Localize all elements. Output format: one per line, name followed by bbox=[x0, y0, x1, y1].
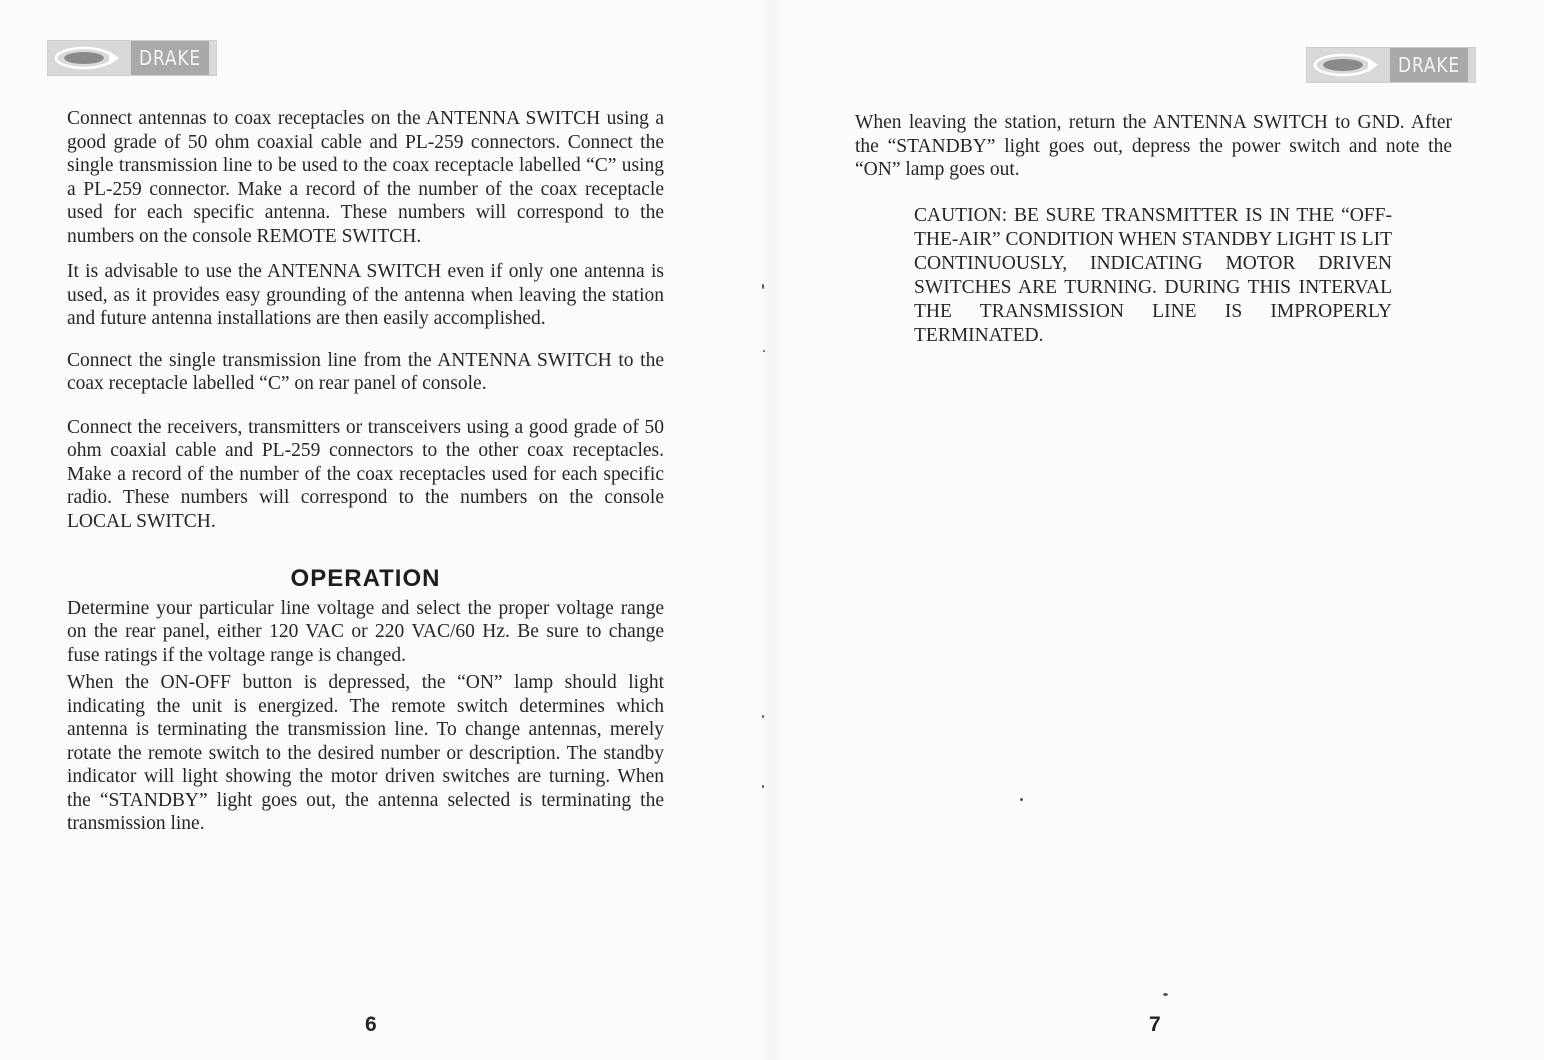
scan-speck bbox=[762, 715, 764, 718]
caution-notice: CAUTION: BE SURE TRANSMITTER IS IN THE “OFF-THE-AIR” CONDITION WHEN STANDBY LIGHT IS LIT CONTINUOUSLY, INDICATING MOTOR DRIVEN SWITCHES ARE TURNING. DURING THIS INTERVAL THE TRANSMISSION LINE IS IMPROPERLY TERMINATED. bbox=[914, 204, 1392, 346]
drake-logo-right bbox=[1306, 47, 1476, 83]
paragraph-single-line: Connect the single transmission line from the ANTENNA SWITCH to the coax receptacle labelled “C” on rear panel of console. bbox=[67, 349, 664, 394]
page-gutter bbox=[760, 0, 784, 1060]
scan-speck bbox=[763, 350, 765, 352]
drake-emblem-icon bbox=[48, 41, 124, 75]
paragraph-connect-antennas: Connect antennas to coax receptacles on the ANTENNA SWITCH using a good grade of 50 ohm coaxial cable and PL-259 connectors. Connect the single transmission line to be used to the coax receptacle labelled “C” using a PL-259 connector. Make a record of the number of the coax receptacle used for each specific antenna. These numbers will correspond to the numbers on the console REMOTE SWITCH. bbox=[67, 108, 664, 247]
section-heading-operation: OPERATION bbox=[290, 565, 441, 592]
drake-wordmark: DRAKE bbox=[131, 41, 209, 75]
drake-logo-left bbox=[47, 40, 217, 76]
scan-speck bbox=[762, 284, 764, 289]
page-number-left: 6 bbox=[365, 1013, 377, 1036]
paragraph-leaving-station: When leaving the station, return the ANTENNA SWITCH to GND. After the “STANDBY” light goes out, depress the power switch and note the “ON” lamp goes out. bbox=[855, 112, 1452, 180]
scan-speck bbox=[1020, 798, 1023, 801]
paragraph-connect-receivers: Connect the receivers, transmitters or transceivers using a good grade of 50 ohm coaxial cable and PL-259 connectors to the other coax receptacles. Make a record of the number of the coax receptacles used for each specific radio. These numbers will correspond to the numbers on the console LOCAL SWITCH. bbox=[67, 416, 664, 532]
drake-wordmark: DRAKE bbox=[1390, 48, 1468, 82]
paragraph-line-voltage: Determine your particular line voltage and select the proper voltage range on the rear panel, either 120 VAC or 220 VAC/60 Hz. Be sure to change fuse ratings if the voltage range is changed. bbox=[67, 597, 664, 666]
paragraph-on-off: When the ON-OFF button is depressed, the “ON” lamp should light indicating the unit is energized. The remote switch determines which antenna is terminating the transmission line. To change antennas, merely rotate the remote switch to the desired number or description. The standby indicator will light showing the motor driven switches are turning. When the “STANDBY” light goes out, the antenna selected is terminating the transmission line. bbox=[67, 672, 664, 834]
page-number-right: 7 bbox=[1149, 1013, 1161, 1036]
left-page-body bbox=[67, 107, 664, 836]
paragraph-advisable: It is advisable to use the ANTENNA SWITCH even if only one antenna is used, as it provides easy grounding of the antenna when leaving the station and future antenna installations are then easily accomplished. bbox=[67, 261, 664, 329]
scan-speck bbox=[762, 785, 764, 788]
drake-emblem-icon bbox=[1307, 48, 1383, 82]
scan-speck bbox=[1163, 993, 1168, 996]
right-page-body bbox=[855, 111, 1452, 348]
